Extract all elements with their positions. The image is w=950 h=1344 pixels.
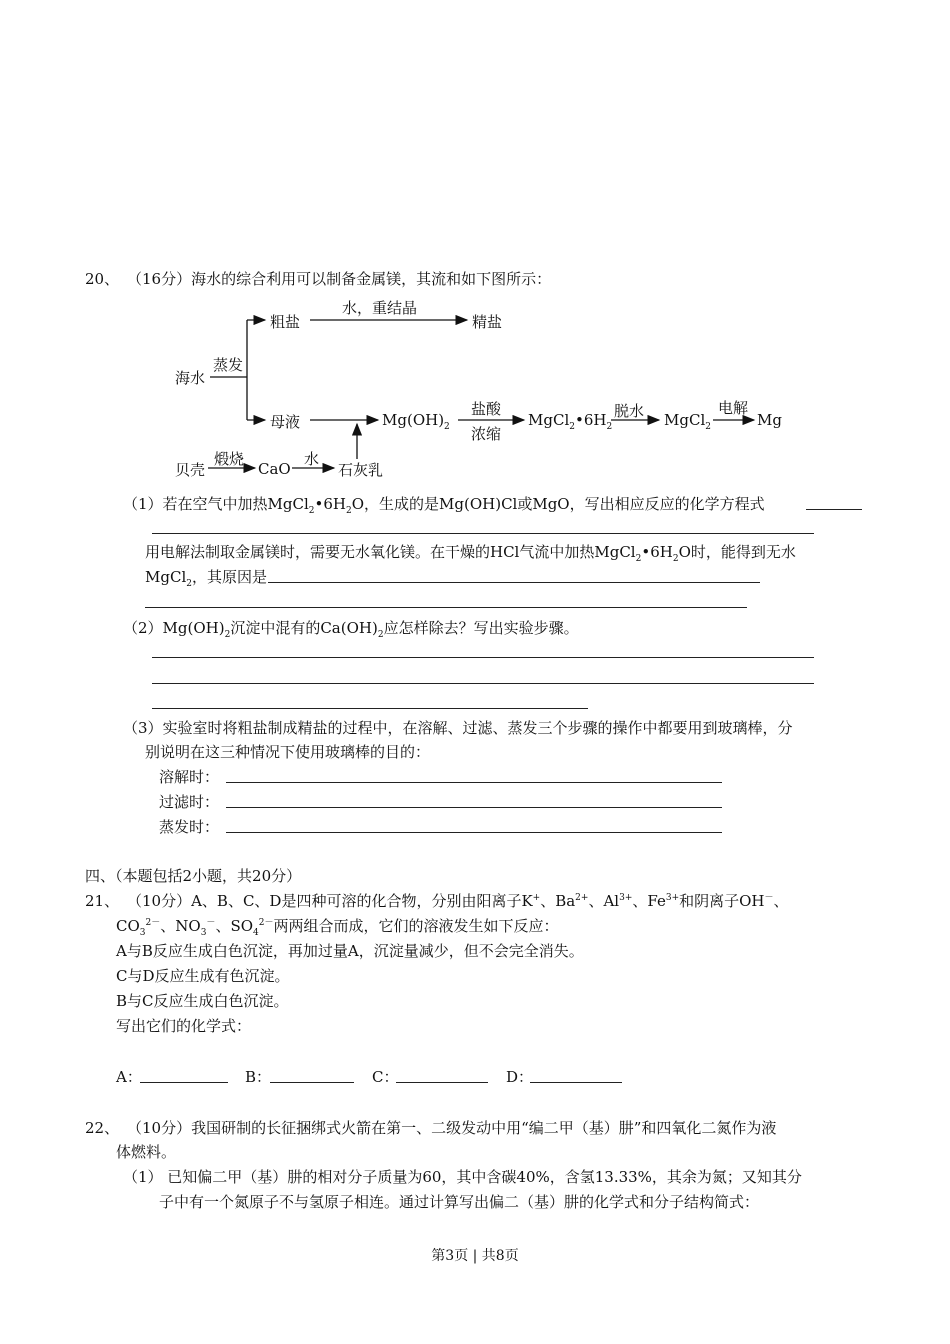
q21-line2: $CO_3^{2-}$、$NO_3^-$、$SO_4^{2-}$两两组合而成，它们的溶液发生如下反应： [116,917,559,938]
mgcl2-label: MgCl$_2$ [664,411,711,432]
crude-salt-label: 粗盐 [270,313,301,331]
answer-blank[interactable] [226,832,722,833]
answer-blank[interactable] [152,533,814,534]
q21-reaction-1: A与B反应生成白色沉淀，再加过量A，沉淀量减少，但不会完全消失。 [116,942,584,960]
q22-number: 22、 [85,1119,120,1137]
dehydrate-label: 脱水 [614,402,645,420]
answer-d-label: D： [506,1068,534,1086]
answer-blank[interactable] [806,509,862,510]
q22-line1: （10分）我国研制的长征捆绑式火箭在第一、二级发动中用“编二甲（基）肼”和四氧化二氮作为液 [127,1119,777,1137]
hcl-label: 盐酸 [471,400,502,418]
water-label: 水 [304,450,320,468]
mother-liquor-label: 母液 [270,413,301,431]
q20-part3-line1: （3）实验室时将粗盐制成精盐的过程中，在溶解、过滤、蒸发三个步骤的操作中都要用到玻璃棒，分 [123,719,793,737]
answer-blank[interactable] [226,782,722,783]
fine-salt-label: 精盐 [472,313,503,331]
answer-d-blank[interactable] [530,1082,622,1083]
answer-blank[interactable] [152,708,588,709]
q20-part2: $(2)Mg(OH)_2$沉淀中混有的$Ca(OH)_2$应怎样除去？写出实验步骤。 [123,619,579,640]
calcine-label: 煅烧 [214,450,245,468]
mgoh2-label: $Mg(OH)_2$ [382,411,450,432]
answer-blank[interactable] [226,807,722,808]
q20-number: 20、 [85,270,120,288]
q20-part3-line2: 别说明在这三种情况下使用玻璃棒的目的： [145,743,431,761]
answer-b-label: B： [245,1068,272,1086]
q22-part1-line1: （1） 已知偏二甲（基）肼的相对分子质量为60，其中含碳40%，含氢13.33%，其余为氮；又知其分 [123,1168,802,1186]
dissolve-label: 溶解时： [159,768,220,786]
answer-b-blank[interactable] [270,1082,354,1083]
answer-blank[interactable] [152,683,814,684]
concentrate-label: 浓缩 [471,425,502,443]
q20-header: （16分）海水的综合利用可以制备金属镁，其流和如下图所示： [127,270,552,288]
answer-blank[interactable] [268,582,760,583]
lime-milk-label: 石灰乳 [338,461,384,479]
q21-line1: （10分）A、B、C、D是四种可溶的化合物，分别由阳离子K+、$Ba^{2+}$、$Al^{3+}$、$Fe^{3+}$和阴离子OH－、 [127,892,789,910]
answer-a-blank[interactable] [140,1082,228,1083]
seawater-label: 海水 [175,369,206,387]
page-footer: 第3页 | 共8页 [431,1248,519,1264]
section-heading: 四、（本题包括2小题，共20分） [85,867,302,885]
q21-ask: 写出它们的化学式： [116,1017,252,1035]
cao-label: CaO [258,460,291,478]
water-recryst-label: 水，重结晶 [342,299,418,317]
filter-label: 过滤时： [159,793,220,811]
mg-label: Mg [757,411,782,429]
q21-reaction-3: B与C反应生成白色沉淀。 [116,992,289,1010]
answer-blank[interactable] [145,607,747,608]
answer-c-blank[interactable] [396,1082,488,1083]
answer-blank[interactable] [152,657,814,658]
mgcl2-6h2o-label: $MgCl_2•6H_2$ [528,411,613,432]
evaporate-label: 蒸发 [213,356,244,374]
answer-a-label: A： [116,1068,142,1086]
q20-part1-line3: MgCl$_2$，其原因是 [145,568,267,589]
evap-label: 蒸发时： [159,818,220,836]
q20-part1-line1: （1）若在空气中加热$MgCl_2•6H_2O$，生成的是Mg(OH)Cl或MgO，写出相应反应的化学方程式 [123,495,765,516]
q22-line2: 体燃料。 [116,1143,177,1161]
q21-reaction-2: C与D反应生成有色沉淀。 [116,967,290,985]
q22-part1-line2: 子中有一个氮原子不与氢原子相连。通过计算写出偏二（基）肼的化学式和分子结构简式： [159,1193,760,1211]
q20-part1-line2: 用电解法制取金属镁时，需要无水氧化镁。在干燥的HCl气流中加热$MgCl_2•6H_2O$时，能得到无水 [145,543,796,564]
shell-label: 贝壳 [175,461,206,479]
answer-c-label: C： [372,1068,399,1086]
q21-number: 21、 [85,892,120,910]
electrolysis-label: 电解 [718,399,749,417]
